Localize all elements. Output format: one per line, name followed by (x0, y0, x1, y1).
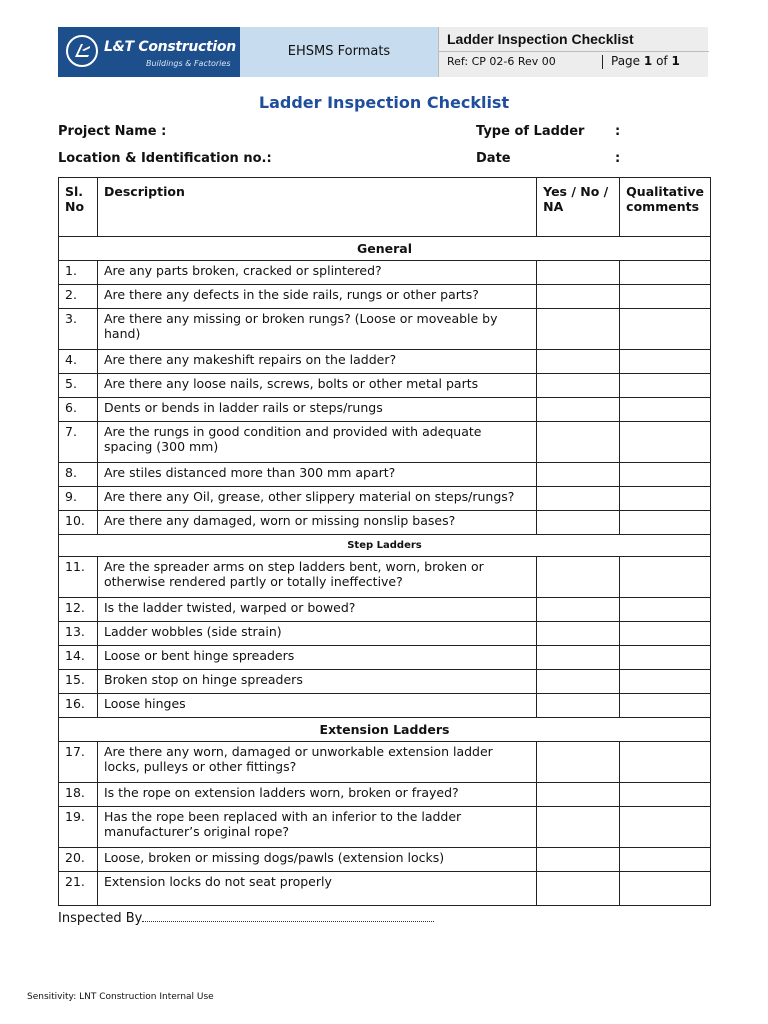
item-number: 21. (59, 872, 98, 906)
comments-cell[interactable] (620, 622, 711, 646)
comments-cell[interactable] (620, 557, 711, 598)
table-row (59, 309, 711, 350)
date-label: Date (476, 151, 511, 166)
item-description: Ladder wobbles (side strain) (98, 622, 537, 646)
item-description: Are the spreader arms on step ladders bent, worn, broken or otherwise rendered partly or totally ineffective? (98, 557, 537, 598)
yes-no-na-cell[interactable] (537, 872, 620, 906)
comments-cell[interactable] (620, 742, 711, 783)
section-row (59, 237, 711, 261)
item-number: 12. (59, 598, 98, 622)
item-number: 2. (59, 285, 98, 309)
item-number: 10. (59, 511, 98, 535)
table-row (59, 557, 711, 598)
item-number: 4. (59, 350, 98, 374)
col-header-description: Description (98, 178, 537, 237)
format-label: EHSMS Formats (240, 27, 438, 77)
table-row (59, 670, 711, 694)
item-description: Extension locks do not seat properly (98, 872, 537, 906)
table-row (59, 398, 711, 422)
item-number: 14. (59, 646, 98, 670)
yes-no-na-cell[interactable] (537, 694, 620, 718)
item-description: Are there any makeshift repairs on the ladder? (98, 350, 537, 374)
item-description: Are stiles distanced more than 300 mm apart? (98, 463, 537, 487)
item-description: Are there any Oil, grease, other slippery material on steps/rungs? (98, 487, 537, 511)
yes-no-na-cell[interactable] (537, 374, 620, 398)
checklist-body (59, 237, 711, 906)
item-number: 5. (59, 374, 98, 398)
item-number: 7. (59, 422, 98, 463)
yes-no-na-cell[interactable] (537, 646, 620, 670)
sensitivity-footer: Sensitivity: LNT Construction Internal Use (27, 992, 214, 1002)
yes-no-na-cell[interactable] (537, 670, 620, 694)
item-description: Are there any missing or broken rungs? (Loose or moveable by hand) (98, 309, 537, 350)
inspected-by-field[interactable] (142, 911, 434, 922)
item-number: 11. (59, 557, 98, 598)
item-number: 3. (59, 309, 98, 350)
yes-no-na-cell[interactable] (537, 261, 620, 285)
page-total: 1 (671, 54, 680, 68)
table-row (59, 848, 711, 872)
yes-no-na-cell[interactable] (537, 422, 620, 463)
yes-no-na-cell[interactable] (537, 398, 620, 422)
table-row (59, 646, 711, 670)
comments-cell[interactable] (620, 374, 711, 398)
item-number: 1. (59, 261, 98, 285)
col-header-yes-no-na: Yes / No / NA (537, 178, 620, 237)
comments-cell[interactable] (620, 422, 711, 463)
checklist-table (58, 177, 711, 906)
yes-no-na-cell[interactable] (537, 807, 620, 848)
item-description: Is the rope on extension ladders worn, broken or frayed? (98, 783, 537, 807)
table-row (59, 783, 711, 807)
comments-cell[interactable] (620, 872, 711, 906)
section-title: Step Ladders (59, 535, 711, 557)
item-description: Loose or bent hinge spreaders (98, 646, 537, 670)
comments-cell[interactable] (620, 670, 711, 694)
comments-cell[interactable] (620, 350, 711, 374)
section-row (59, 718, 711, 742)
item-number: 16. (59, 694, 98, 718)
item-description: Has the rope been replaced with an inferior to the ladder manufacturer’s original rope? (98, 807, 537, 848)
item-number: 8. (59, 463, 98, 487)
table-row (59, 350, 711, 374)
yes-no-na-cell[interactable] (537, 511, 620, 535)
table-row (59, 487, 711, 511)
item-description: Are the rungs in good condition and provided with adequate spacing (300 mm) (98, 422, 537, 463)
item-description: Is the ladder twisted, warped or bowed? (98, 598, 537, 622)
document-header (58, 27, 708, 77)
table-row (59, 807, 711, 848)
yes-no-na-cell[interactable] (537, 350, 620, 374)
item-number: 13. (59, 622, 98, 646)
item-description: Are there any damaged, worn or missing nonslip bases? (98, 511, 537, 535)
section-title: General (59, 237, 711, 261)
header-divider (439, 51, 709, 52)
comments-cell[interactable] (620, 398, 711, 422)
item-description: Are there any defects in the side rails, rungs or other parts? (98, 285, 537, 309)
header-doc-info (438, 27, 708, 77)
table-row (59, 285, 711, 309)
item-number: 17. (59, 742, 98, 783)
comments-cell[interactable] (620, 261, 711, 285)
page-separator (602, 55, 603, 69)
ladder-type-colon: : (615, 124, 621, 139)
comments-cell[interactable] (620, 598, 711, 622)
comments-cell[interactable] (620, 783, 711, 807)
ladder-type-label: Type of Ladder (476, 124, 585, 139)
comments-cell[interactable] (620, 463, 711, 487)
item-number: 18. (59, 783, 98, 807)
table-row (59, 694, 711, 718)
item-description: Are there any worn, damaged or unworkable extension ladder locks, pulleys or other fittings? (98, 742, 537, 783)
doc-reference: Ref: CP 02-6 Rev 00 (447, 55, 556, 68)
page-indicator (602, 54, 680, 69)
yes-no-na-cell[interactable] (537, 487, 620, 511)
item-number: 15. (59, 670, 98, 694)
company-name: L&T Construction (104, 39, 236, 55)
comments-cell[interactable] (620, 848, 711, 872)
company-logo (58, 27, 240, 77)
page-of: of (656, 54, 668, 68)
yes-no-na-cell[interactable] (537, 598, 620, 622)
date-colon: : (615, 151, 621, 166)
comments-cell[interactable] (620, 511, 711, 535)
table-row (59, 261, 711, 285)
item-description: Broken stop on hinge spreaders (98, 670, 537, 694)
table-row (59, 463, 711, 487)
item-description: Are there any loose nails, screws, bolts or other metal parts (98, 374, 537, 398)
col-header-slno: Sl. No (59, 178, 98, 237)
page-title: Ladder Inspection Checklist (258, 93, 510, 112)
yes-no-na-cell[interactable] (537, 742, 620, 783)
inspected-by-label: Inspected By (58, 911, 143, 926)
table-row (59, 622, 711, 646)
section-row (59, 535, 711, 557)
yes-no-na-cell[interactable] (537, 463, 620, 487)
yes-no-na-cell[interactable] (537, 848, 620, 872)
item-description: Are any parts broken, cracked or splintered? (98, 261, 537, 285)
table-header-row (59, 178, 711, 237)
yes-no-na-cell[interactable] (537, 309, 620, 350)
table-row (59, 742, 711, 783)
header-doc-title: Ladder Inspection Checklist (447, 31, 634, 47)
comments-cell[interactable] (620, 807, 711, 848)
company-tagline: Buildings & Factories (146, 59, 231, 68)
item-number: 9. (59, 487, 98, 511)
section-title: Extension Ladders (59, 718, 711, 742)
table-row (59, 511, 711, 535)
yes-no-na-cell[interactable] (537, 285, 620, 309)
comments-cell[interactable] (620, 646, 711, 670)
project-name-label: Project Name : (58, 124, 167, 139)
item-description: Loose hinges (98, 694, 537, 718)
comments-cell[interactable] (620, 694, 711, 718)
inspected-by (58, 911, 434, 926)
comments-cell[interactable] (620, 285, 711, 309)
table-row (59, 872, 711, 906)
comments-cell[interactable] (620, 487, 711, 511)
item-description: Dents or bends in ladder rails or steps/rungs (98, 398, 537, 422)
item-number: 6. (59, 398, 98, 422)
col-header-comments: Qualitative comments (620, 178, 711, 237)
lt-logo-icon (66, 35, 98, 67)
item-number: 19. (59, 807, 98, 848)
table-row (59, 598, 711, 622)
comments-cell[interactable] (620, 309, 711, 350)
yes-no-na-cell[interactable] (537, 783, 620, 807)
table-row (59, 374, 711, 398)
page-current: 1 (643, 54, 653, 68)
table-row (59, 422, 711, 463)
yes-no-na-cell[interactable] (537, 622, 620, 646)
item-number: 20. (59, 848, 98, 872)
location-label: Location & Identification no.: (58, 151, 272, 166)
page-word: Page (611, 54, 641, 68)
item-description: Loose, broken or missing dogs/pawls (extension locks) (98, 848, 537, 872)
yes-no-na-cell[interactable] (537, 557, 620, 598)
